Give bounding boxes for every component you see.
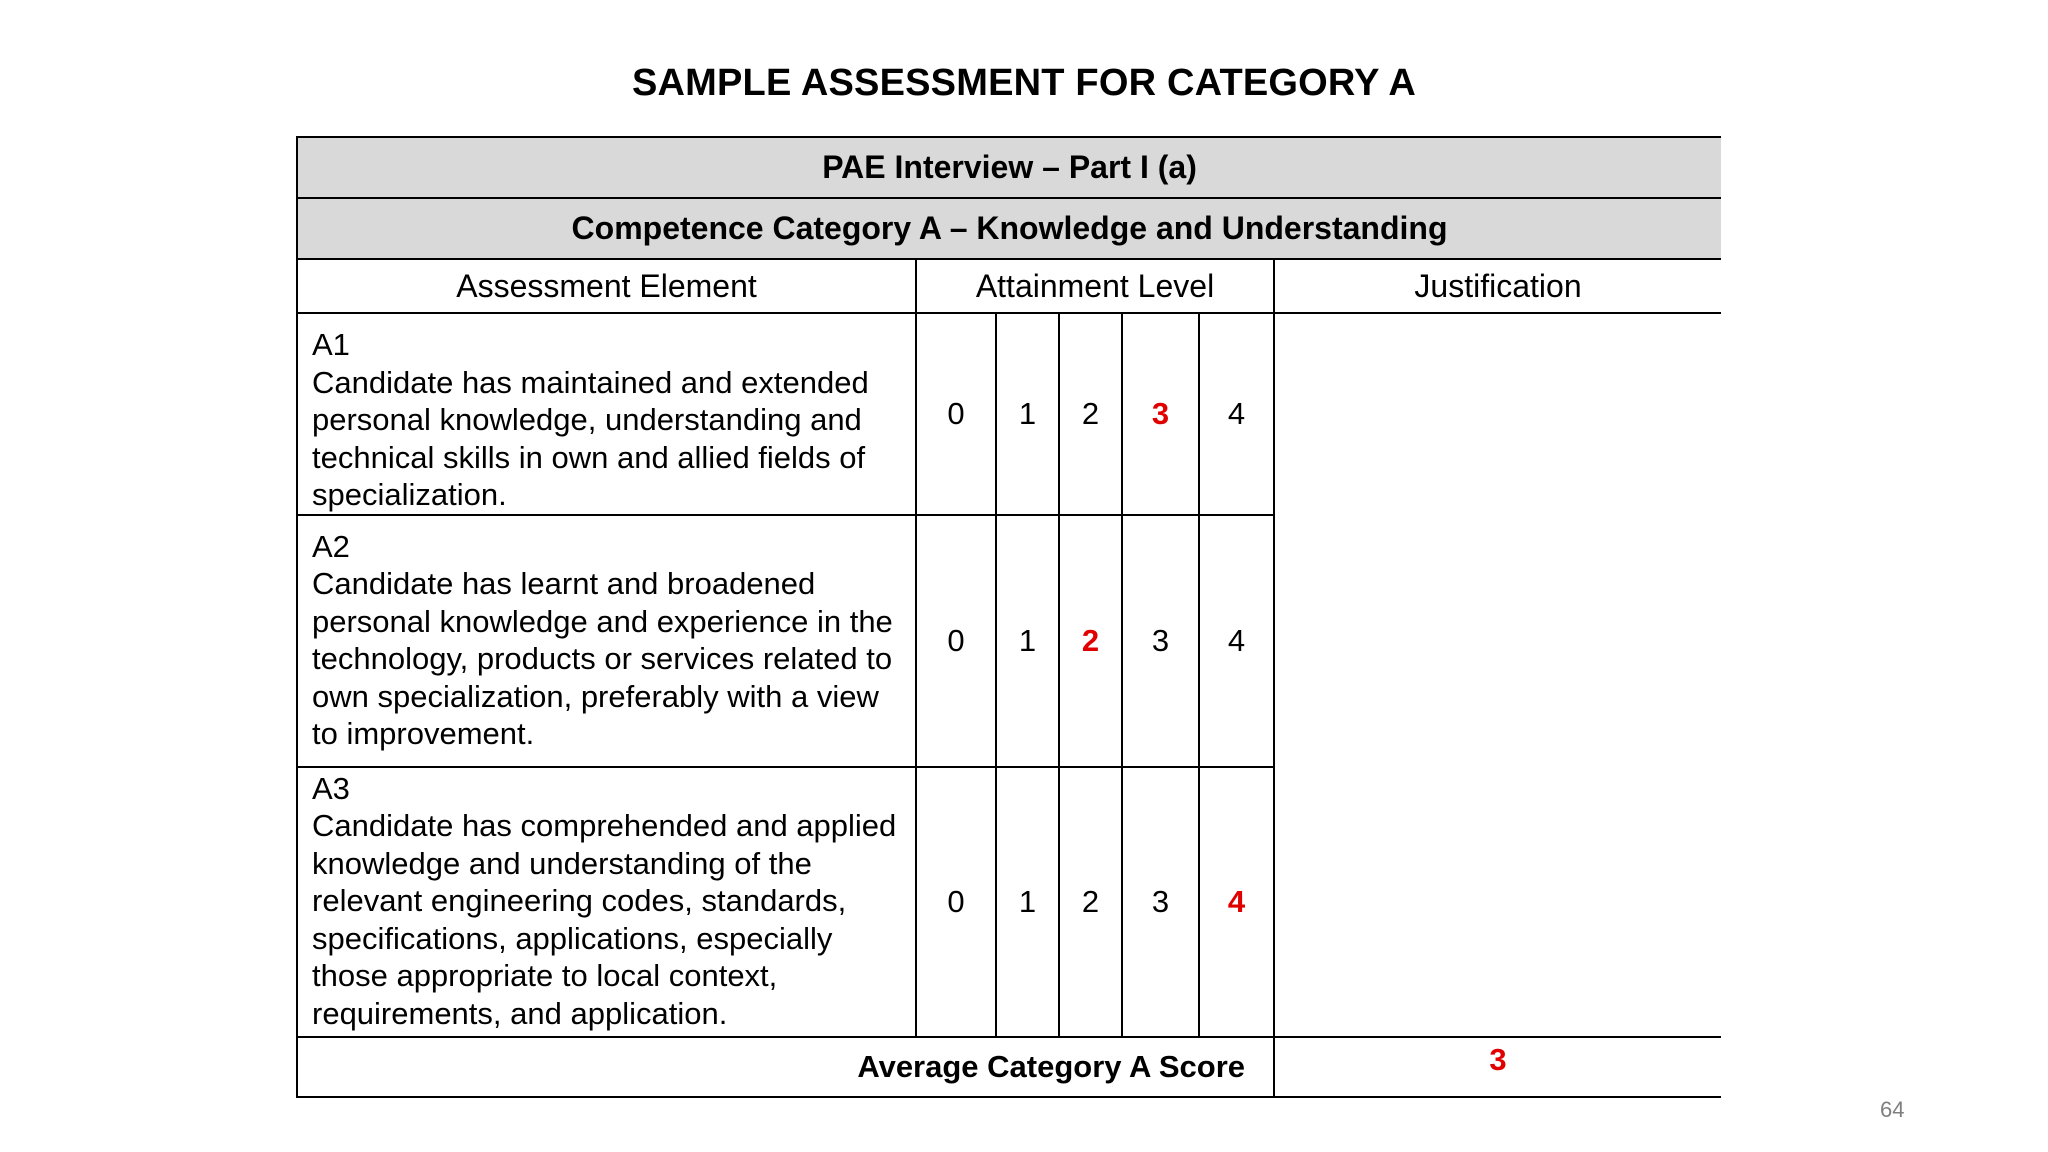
table-row-a1 (297, 313, 1721, 515)
level-a3-4: 4 (1199, 767, 1274, 1037)
assessment-element-a1 (297, 313, 916, 515)
level-a2-3: 3 (1122, 515, 1199, 767)
justification-cell (1274, 313, 1721, 1037)
level-a2-4: 4 (1199, 515, 1274, 767)
level-a2-1: 1 (996, 515, 1059, 767)
level-a1-0: 0 (916, 313, 996, 515)
level-a2-0: 0 (916, 515, 996, 767)
level-a1-3: 3 (1122, 313, 1199, 515)
average-score-label: Average Category A Score (297, 1037, 1274, 1097)
element-description: Candidate has learnt and broadened personal knowledge and experience in the technology, products or services related to own specialization, preferably with a view to improvement. (312, 566, 893, 751)
average-score-value: 3 (1274, 1037, 1721, 1097)
level-a3-0: 0 (916, 767, 996, 1037)
element-description: Candidate has maintained and extended personal knowledge, understanding and technical skills in own and allied fields of specialization. (312, 364, 869, 512)
assessment-table (296, 136, 1721, 1098)
element-code: A2 (312, 528, 350, 564)
element-code: A3 (312, 770, 350, 806)
level-a1-2: 2 (1059, 313, 1122, 515)
assessment-element-a2 (297, 515, 916, 767)
level-a3-2: 2 (1059, 767, 1122, 1037)
table-header-category: Competence Category A – Knowledge and Understanding (297, 198, 1721, 259)
assessment-element-a3 (297, 767, 916, 1037)
element-code: A1 (312, 327, 350, 362)
column-header-attainment-level: Attainment Level (916, 259, 1274, 313)
table-row-average (297, 1037, 1721, 1097)
column-header-justification: Justification (1274, 259, 1721, 313)
level-a1-4: 4 (1199, 313, 1274, 515)
page-number: 64 (1880, 1097, 1905, 1122)
page-title: SAMPLE ASSESSMENT FOR CATEGORY A (631, 62, 1417, 104)
element-description: Candidate has comprehended and applied knowledge and understanding of the relevant engineering codes, standards, specifications, applications, especially those appropriate to local context, requirements, and application. (312, 808, 897, 1031)
table-header-part: PAE Interview – Part I (a) (297, 137, 1721, 198)
level-a1-1: 1 (996, 313, 1059, 515)
level-a3-1: 1 (996, 767, 1059, 1037)
level-a3-3: 3 (1122, 767, 1199, 1037)
level-a2-2: 2 (1059, 515, 1122, 767)
column-header-assessment-element: Assessment Element (297, 259, 916, 313)
